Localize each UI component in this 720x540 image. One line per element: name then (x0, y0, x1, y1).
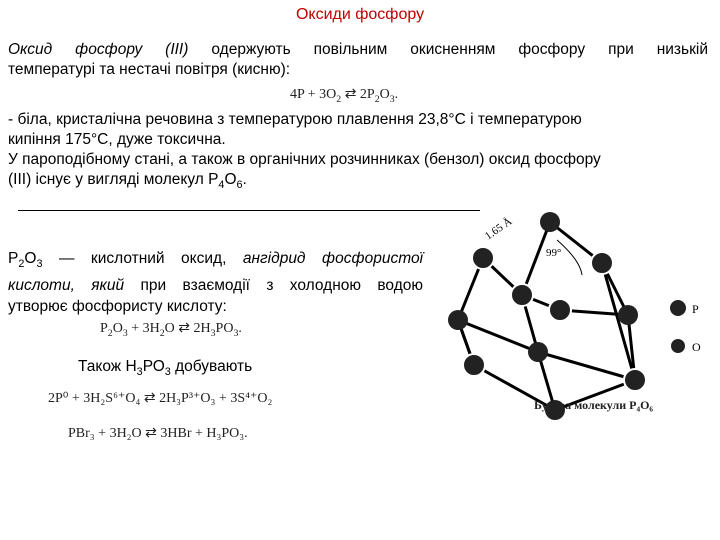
properties-paragraph (8, 110, 698, 195)
also-pre: Також Н (78, 358, 137, 375)
reaction-arrow-icon: ⇄ (344, 87, 357, 102)
atom-o (511, 284, 533, 306)
atom-p (618, 305, 638, 325)
acid-paragraph (8, 248, 423, 317)
atom-p (540, 212, 560, 232)
props-sub4: 4 (218, 179, 225, 192)
atom-o (549, 299, 571, 321)
acid-italic-2: кислоти, який (8, 277, 125, 295)
eq2-s5: 3 (233, 327, 239, 339)
divider-line (18, 210, 480, 211)
acid-sub2: 2 (18, 258, 25, 271)
legend-o-icon (670, 338, 686, 354)
acid-p: Р (8, 250, 19, 267)
eq2-a: P (100, 321, 108, 336)
intro-line-1-text: одержують повільним окисненням фосфору при низькій (211, 41, 708, 58)
eq1-end: . (394, 87, 399, 102)
bond-length-label: 1.65 Å (482, 215, 515, 243)
also-line (78, 358, 252, 378)
legend-o-label: O (692, 340, 701, 354)
intro-paragraph (8, 40, 708, 80)
equation-3: 2P⁰ + 3H₂S⁶⁺O₄ ⇄ 2H₃P³⁺O₃ + 3S⁴⁺O₂ (48, 391, 273, 406)
molecule-caption: Будова молекули Р₄О₆ (534, 398, 653, 412)
props-end: . (242, 171, 247, 188)
eq2-s4: 3 (210, 327, 216, 339)
atom-o (472, 247, 494, 269)
page-title: Оксиди фосфору (295, 6, 425, 23)
eq2-e: 2H (190, 321, 211, 336)
eq1-sub: 2 (336, 93, 342, 105)
eq2-b: O (112, 321, 123, 336)
equation-2 (100, 320, 242, 339)
acid-o: O (24, 250, 37, 267)
props-line4-text: (ІІІ) існує у вигляді молекул Р (8, 171, 219, 188)
reaction-arrow-icon: ⇄ (178, 321, 191, 336)
eq1-sub-o: 3 (389, 93, 395, 105)
atom-o (463, 354, 485, 376)
intro-line-1 (8, 40, 708, 60)
eq1-o: O (379, 87, 390, 102)
legend-p-icon (670, 300, 686, 316)
eq1-right: 2P (359, 87, 375, 102)
equation-1 (290, 86, 398, 105)
acid-line-2 (8, 275, 423, 296)
angle-label: 99° (546, 247, 562, 259)
props-sub6: 6 (236, 179, 243, 192)
also-s1: 3 (136, 366, 143, 379)
also-mid: РО (142, 358, 165, 375)
eq2-s2: 3 (122, 327, 128, 339)
equation-4: PBr₃ + 3H₂O ⇄ 3HBr + H₃PO₃. (68, 426, 248, 441)
eq2-s3: 2 (159, 327, 165, 339)
legend-p-label: P (692, 302, 699, 316)
properties-line-3: У пароподібному стані, а також в органічних розчинниках (бензол) оксид фосфору (8, 151, 601, 168)
acid-line2-rest: при взаємодії з холодною водою (140, 277, 423, 295)
acid-line-3: утворює фосфористу кислоту: (8, 298, 227, 316)
props-o: О (224, 171, 237, 188)
eq1-left: 4P + 3O (290, 87, 337, 102)
atom-p (528, 342, 548, 362)
intro-italic: Оксид фосфору (ІІІ) (8, 41, 189, 58)
properties-line-4 (8, 170, 698, 195)
eq2-f: PO (215, 321, 234, 336)
eq1-sub-p: 2 (374, 93, 380, 105)
properties-line-1: - біла, кристалічна речовина з температурою плавлення 23,8°С і температурою (8, 111, 582, 128)
acid-line-1 (8, 248, 423, 275)
p4o6-molecule-diagram (430, 200, 720, 420)
also-s2: 3 (164, 366, 171, 379)
eq2-d: O (164, 321, 179, 336)
also-post: добувають (170, 358, 253, 375)
intro-line-2: температурі та нестачі повітря (кисню): (8, 61, 291, 78)
eq2-s1: 2 (107, 327, 113, 339)
acid-sub3: 3 (36, 258, 43, 271)
atom-p (448, 310, 468, 330)
acid-dash: — кислотний оксид, (58, 250, 227, 267)
eq2-c: + 3H (127, 321, 160, 336)
atom-o (591, 252, 613, 274)
eq2-end: . (238, 321, 242, 336)
properties-line-2: кипіння 175°С, дуже токсична. (8, 131, 226, 148)
atom-o (624, 369, 646, 391)
acid-italic-1: ангідрид фосфористої (242, 250, 424, 267)
